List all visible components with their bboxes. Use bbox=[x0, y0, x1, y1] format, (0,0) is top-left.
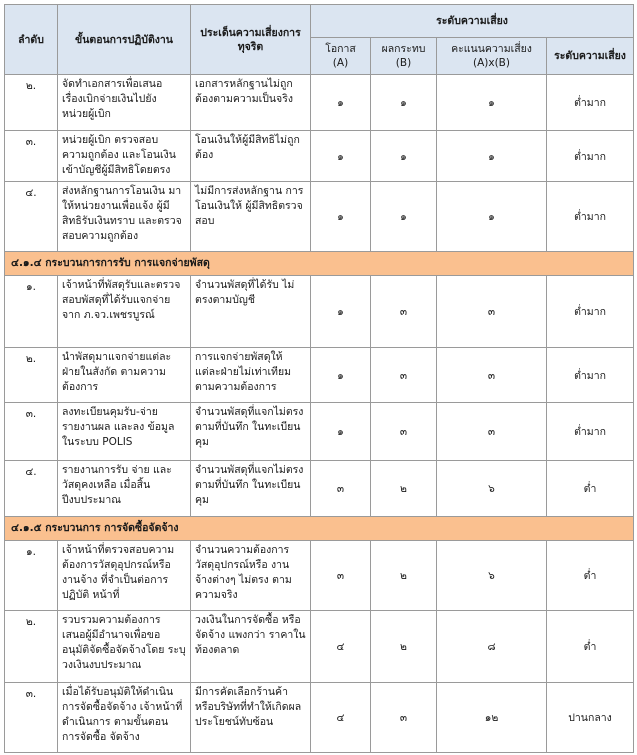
section-title: ๔.๑.๕ กระบวนการ การจัดซื้อจัดจ้าง bbox=[5, 517, 634, 541]
row-issue: วงเงินในการจัดซื้อ หรือจัดจ้าง แพงกว่า ราคาในท้องตลาด bbox=[191, 611, 311, 683]
table-row bbox=[5, 276, 634, 348]
row-level: ต่ำมาก bbox=[547, 276, 634, 348]
header-impact-code: (B) bbox=[395, 57, 412, 69]
row-opportunity: ๑ bbox=[311, 75, 371, 131]
row-step: ลงทะเบียนคุมรับ-จ่าย รายงานผล และลง ข้อมูลในระบบ POLIS bbox=[58, 403, 191, 461]
row-issue: จำนวนพัสดุที่แจกไม่ตรงตามที่บันทึก ในทะเบียนคุม bbox=[191, 461, 311, 517]
header-opportunity-code: (A) bbox=[332, 57, 349, 69]
row-issue: จำนวนพัสดุที่ได้รับ ไม่ตรงตามบัญชี bbox=[191, 276, 311, 348]
row-issue: มีการคัดเลือกร้านค้า หรือบริษัทที่ทำให้เกิดผลประโยชน์ทับซ้อน bbox=[191, 683, 311, 753]
row-impact: ๒ bbox=[371, 461, 437, 517]
table-row bbox=[5, 541, 634, 611]
table-row bbox=[5, 611, 634, 683]
header-score-code: (A)x(B) bbox=[473, 57, 510, 69]
row-level: ต่ำ bbox=[547, 461, 634, 517]
table-row bbox=[5, 461, 634, 517]
row-step: เจ้าหน้าที่ตรวจสอบความต้องการวัสดุอุปกรณ์หรืองานจ้าง ที่จำเป็นต่อการปฏิบัติ หน้าที่ bbox=[58, 541, 191, 611]
risk-assessment-table bbox=[4, 4, 634, 753]
row-level: ต่ำมาก bbox=[547, 75, 634, 131]
row-impact: ๓ bbox=[371, 348, 437, 403]
row-level: ต่ำมาก bbox=[547, 348, 634, 403]
row-opportunity: ๑ bbox=[311, 182, 371, 252]
row-opportunity: ๑ bbox=[311, 403, 371, 461]
row-step: จัดทำเอกสารเพื่อเสนอ เรื่องเบิกจ่ายเงินไปยัง หน่วยผู้เบิก bbox=[58, 75, 191, 131]
header-opportunity-label: โอกาส bbox=[325, 43, 356, 55]
header-impact bbox=[371, 38, 437, 75]
table-row bbox=[5, 403, 634, 461]
row-no: ๓. bbox=[5, 131, 58, 182]
row-opportunity: ๑ bbox=[311, 348, 371, 403]
section-header bbox=[5, 517, 634, 541]
table-body bbox=[5, 75, 634, 753]
row-score: ๓ bbox=[437, 276, 547, 348]
row-issue: จำนวนพัสดุที่แจกไม่ตรงตามที่บันทึก ในทะเบียนคุม bbox=[191, 403, 311, 461]
row-opportunity: ๓ bbox=[311, 461, 371, 517]
row-level: ต่ำมาก bbox=[547, 182, 634, 252]
row-level: ปานกลาง bbox=[547, 683, 634, 753]
table-row bbox=[5, 182, 634, 252]
row-opportunity: ๔ bbox=[311, 611, 371, 683]
row-step: เจ้าหน้าที่พัสดุรับและตรวจสอบพัสดุที่ได้รับแจกจ่ายจาก ภ.จว.เพชรบูรณ์ bbox=[58, 276, 191, 348]
row-step: นำพัสดุมาแจกจ่ายแต่ละฝ่ายในสังกัด ตามความต้องการ bbox=[58, 348, 191, 403]
row-impact: ๑ bbox=[371, 182, 437, 252]
row-impact: ๓ bbox=[371, 276, 437, 348]
row-score: ๑๒ bbox=[437, 683, 547, 753]
row-score: ๘ bbox=[437, 611, 547, 683]
header-risk-level-group: ระดับความเสี่ยง bbox=[311, 5, 634, 38]
row-opportunity: ๑ bbox=[311, 131, 371, 182]
row-step: รายงานการรับ จ่าย และวัสดุคงเหลือ เมื่อสิ้นปีงบประมาณ bbox=[58, 461, 191, 517]
header-step: ขั้นตอนการปฏิบัติงาน bbox=[58, 5, 191, 75]
row-score: ๖ bbox=[437, 461, 547, 517]
row-issue: โอนเงินให้ผู้มีสิทธิไม่ถูกต้อง bbox=[191, 131, 311, 182]
row-score: ๓ bbox=[437, 348, 547, 403]
header-level: ระดับความเสี่ยง bbox=[547, 38, 634, 75]
row-level: ต่ำ bbox=[547, 541, 634, 611]
row-no: ๒. bbox=[5, 611, 58, 683]
row-impact: ๑ bbox=[371, 131, 437, 182]
row-issue: ไม่มีการส่งหลักฐาน การโอนเงินให้ ผู้มีสิทธิตรวจสอบ bbox=[191, 182, 311, 252]
section-title: ๔.๑.๔ กระบวนการการรับ การแจกจ่ายพัสดุ bbox=[5, 252, 634, 276]
row-impact: ๒ bbox=[371, 611, 437, 683]
row-opportunity: ๓ bbox=[311, 541, 371, 611]
header-score-label: คะแนนความเสี่ยง bbox=[451, 43, 532, 55]
row-score: ๓ bbox=[437, 403, 547, 461]
header-no: ลำดับ bbox=[5, 5, 58, 75]
row-issue: จำนวนความต้องการ วัสดุอุปกรณ์หรือ งานจ้างต่างๆ ไม่ตรง ตามความจริง bbox=[191, 541, 311, 611]
row-no: ๒. bbox=[5, 75, 58, 131]
table-row bbox=[5, 683, 634, 753]
row-no: ๒. bbox=[5, 348, 58, 403]
row-issue: เอกสารหลักฐานไม่ถูกต้องตามความเป็นจริง bbox=[191, 75, 311, 131]
row-no: ๑. bbox=[5, 276, 58, 348]
row-step: รวบรวมความต้องการ เสนอผู้มีอำนาจเพื่อขอ อนุมัติจัดซื้อจัดจ้างโดย ระบุวงเงินงบประมาณ bbox=[58, 611, 191, 683]
row-no: ๓. bbox=[5, 683, 58, 753]
table-row bbox=[5, 348, 634, 403]
header-issue: ประเด็นความเสี่ยงการทุจริต bbox=[191, 5, 311, 75]
row-impact: ๒ bbox=[371, 541, 437, 611]
row-step: หน่วยผู้เบิก ตรวจสอบ ความถูกต้อง และโอนเงินเข้าบัญชีผู้มีสิทธิโดยตรง bbox=[58, 131, 191, 182]
row-level: ต่ำ bbox=[547, 611, 634, 683]
row-no: ๓. bbox=[5, 403, 58, 461]
table-row bbox=[5, 75, 634, 131]
row-score: ๑ bbox=[437, 131, 547, 182]
row-score: ๑ bbox=[437, 182, 547, 252]
header-impact-label: ผลกระทบ bbox=[381, 43, 426, 55]
row-impact: ๓ bbox=[371, 683, 437, 753]
section-header bbox=[5, 252, 634, 276]
row-score: ๑ bbox=[437, 75, 547, 131]
row-no: ๔. bbox=[5, 182, 58, 252]
row-issue: การแจกจ่ายพัสดุให้แต่ละฝ่ายไม่เท่าเทียม ตามความต้องการ bbox=[191, 348, 311, 403]
row-step: เมื่อได้รับอนุมัติให้ดำเนินการจัดซื้อจัดจ้าง เจ้าหน้าที่ดำเนินการ ตามขั้นตอนการจัดซื้อ จัดจ้าง bbox=[58, 683, 191, 753]
row-score: ๖ bbox=[437, 541, 547, 611]
row-impact: ๑ bbox=[371, 75, 437, 131]
row-impact: ๓ bbox=[371, 403, 437, 461]
row-no: ๔. bbox=[5, 461, 58, 517]
header-score bbox=[437, 38, 547, 75]
row-level: ต่ำมาก bbox=[547, 403, 634, 461]
header-opportunity bbox=[311, 38, 371, 75]
table-header bbox=[5, 5, 634, 75]
row-step: ส่งหลักฐานการโอนเงิน มาให้หน่วยงานเพื่อแจ้ง ผู้มีสิทธิรับเงินทราบ และตรวจสอบความถูกต้อง bbox=[58, 182, 191, 252]
table-row bbox=[5, 131, 634, 182]
row-opportunity: ๑ bbox=[311, 276, 371, 348]
row-level: ต่ำมาก bbox=[547, 131, 634, 182]
row-opportunity: ๔ bbox=[311, 683, 371, 753]
row-no: ๑. bbox=[5, 541, 58, 611]
